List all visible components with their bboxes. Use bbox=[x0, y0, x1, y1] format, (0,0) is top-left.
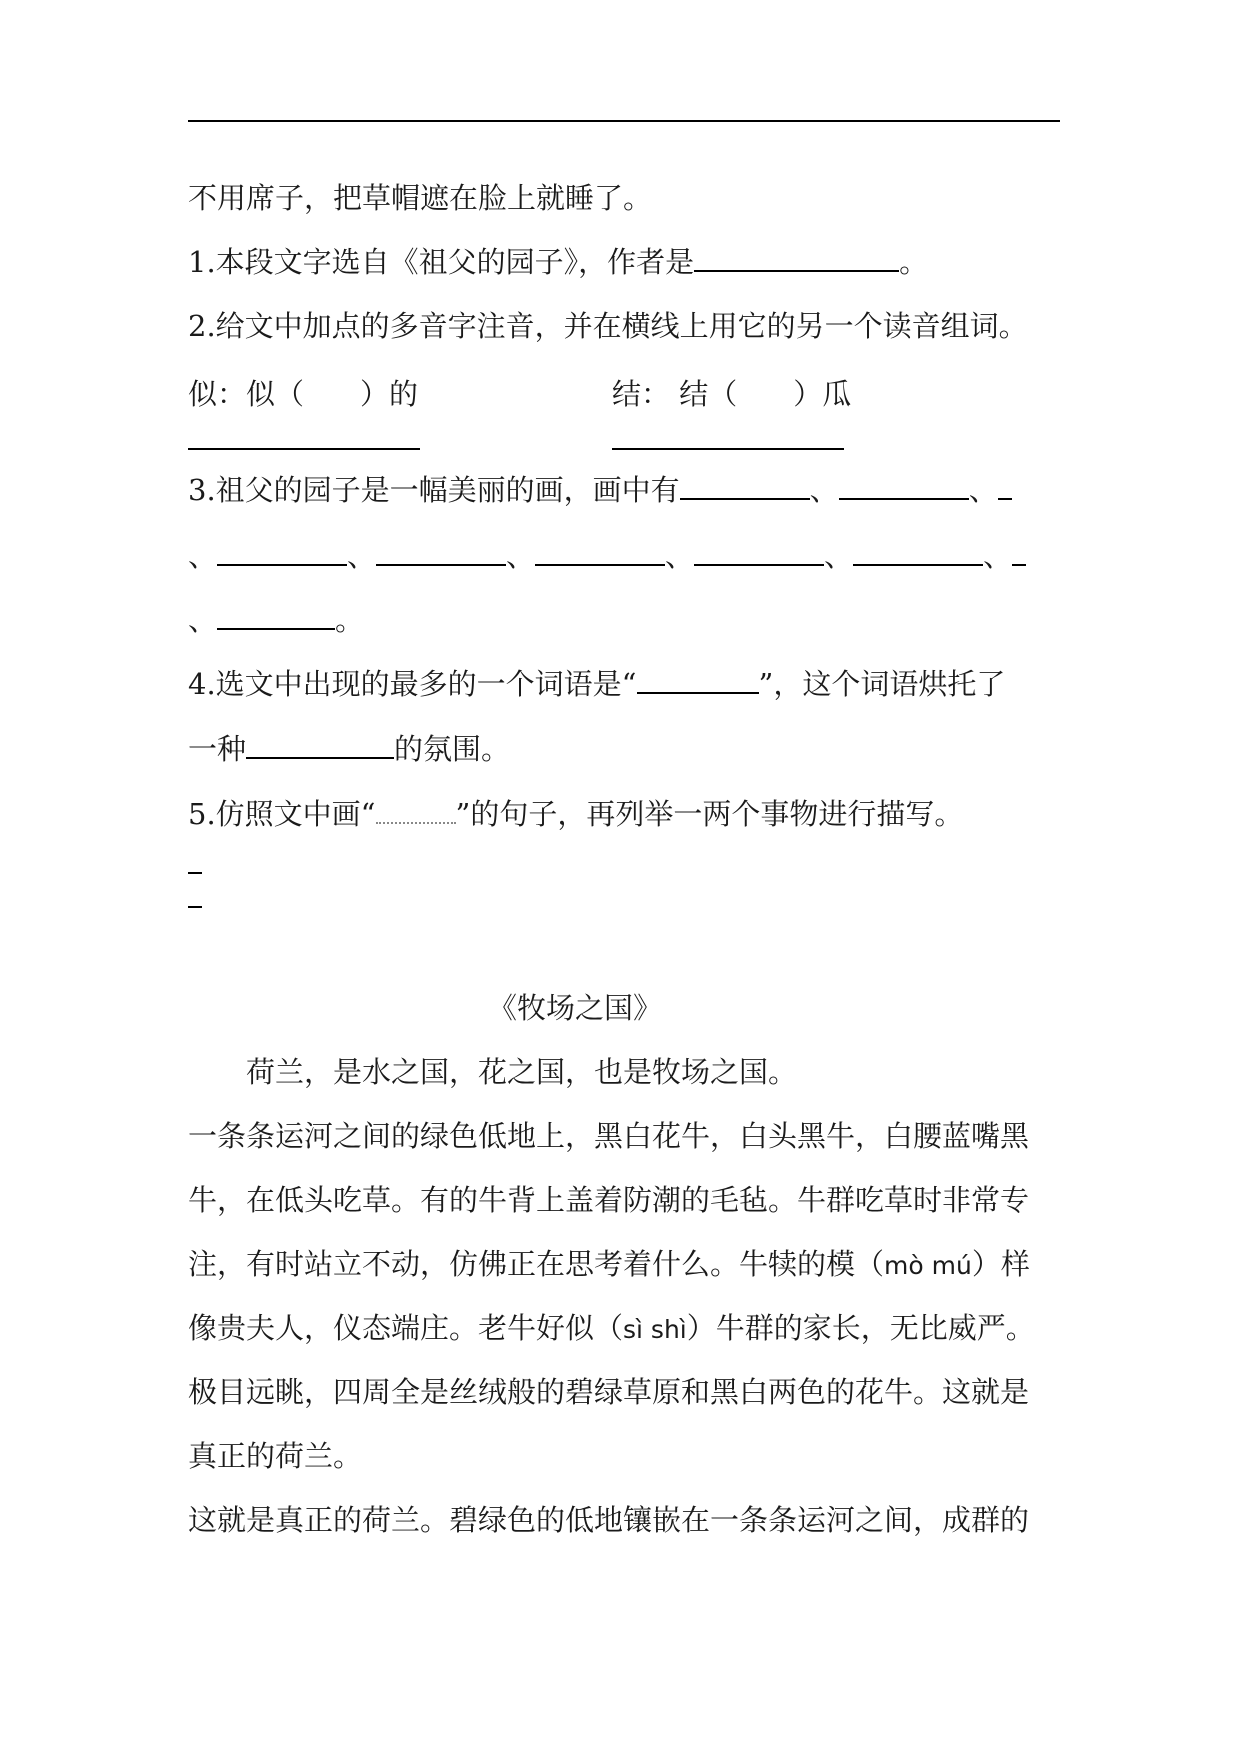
question-3 bbox=[188, 470, 1012, 510]
passage-p1: 荷兰，是水之国，花之国，也是牧场之国。 bbox=[246, 1055, 798, 1089]
q3-blank-stub-2[interactable] bbox=[1012, 538, 1026, 566]
q2-right-word-blank[interactable] bbox=[612, 448, 844, 450]
q4-text: 4.选文中出现的最多的一个词语是“ bbox=[188, 667, 637, 701]
q3-sep: 、 bbox=[809, 473, 839, 507]
q3-sep: 、 bbox=[347, 539, 377, 573]
passage-line-4b: ）牛群的家长，无比威严。 bbox=[686, 1311, 1035, 1345]
q3-blank-4[interactable] bbox=[376, 538, 506, 566]
passage-line-3a: 注，有时站立不动，仿佛正在思考着什么。牛犊的模（ bbox=[188, 1247, 885, 1281]
q5-answer-stub-2[interactable] bbox=[188, 906, 202, 908]
q3-end: 。 bbox=[335, 603, 365, 637]
pinyin-si-shi: sì shì bbox=[623, 1315, 687, 1344]
q3-line-2 bbox=[188, 536, 1026, 576]
q2-right bbox=[612, 374, 851, 414]
passage-title: 《牧场之国》 bbox=[487, 991, 662, 1025]
passage-line-2: 牛，在低头吃草。有的牛背上盖着防潮的毛毡。牛群吃草时非常专 bbox=[188, 1183, 1030, 1217]
q4-atmosphere-blank[interactable] bbox=[246, 731, 394, 759]
q5-answer-stub-1[interactable] bbox=[188, 872, 202, 874]
q4-line-2 bbox=[188, 729, 510, 769]
q3-sep: 、 bbox=[983, 539, 1013, 573]
q3-line-3 bbox=[188, 600, 364, 640]
q3-sep: 、 bbox=[506, 539, 536, 573]
q1-end: 。 bbox=[899, 245, 929, 279]
passage-line-7: 这就是真正的荷兰。碧绿色的低地镶嵌在一条条运河之间，成群的 bbox=[188, 1503, 1030, 1537]
q4-word-blank[interactable] bbox=[637, 666, 759, 694]
q3-blank-1[interactable] bbox=[680, 472, 810, 500]
q3-blank-5[interactable] bbox=[535, 538, 665, 566]
header-rule bbox=[188, 120, 1060, 122]
q3-blank-stub[interactable] bbox=[998, 472, 1012, 500]
q3-sep: 、 bbox=[188, 603, 218, 637]
q4-line2-end: 的氛围。 bbox=[394, 732, 511, 766]
q1-answer-blank[interactable] bbox=[694, 244, 899, 272]
passage-line-4 bbox=[188, 1308, 1035, 1350]
q3-sep: 、 bbox=[968, 473, 998, 507]
passage-line-5: 极目远眺，四周全是丝绒般的碧绿草原和黑白两色的花牛。这就是 bbox=[188, 1375, 1030, 1409]
passage-line-3b: ）样 bbox=[971, 1247, 1030, 1281]
q2-right-label: 结： 结（ bbox=[612, 377, 738, 411]
q3-sep: 、 bbox=[665, 539, 695, 573]
q3-sep: 、 bbox=[824, 539, 854, 573]
q3-blank-8[interactable] bbox=[217, 602, 335, 630]
passage-line-3 bbox=[188, 1244, 1030, 1286]
q2-left bbox=[188, 374, 418, 414]
passage-line-6: 真正的荷兰。 bbox=[188, 1439, 363, 1473]
q2-left-suffix: ）的 bbox=[360, 377, 419, 411]
q5-text-start: 5.仿照文中画“ bbox=[188, 797, 376, 831]
passage-line-1: 一条条运河之间的绿色低地上，黑白花牛，白头黑牛，白腰蓝嘴黑 bbox=[188, 1119, 1030, 1153]
q2-left-word-blank[interactable] bbox=[188, 448, 420, 450]
q5-text-end: ”的句子，再列举一两个事物进行描写。 bbox=[455, 797, 964, 831]
q3-blank-6[interactable] bbox=[694, 538, 824, 566]
question-5 bbox=[188, 794, 963, 834]
q1-text: 1.本段文字选自《祖父的园子》，作者是 bbox=[188, 245, 695, 279]
question-1 bbox=[188, 242, 928, 282]
passage-line-4a: 像贵夫人，仪态端庄。老牛好似（ bbox=[188, 1311, 624, 1345]
question-2: 2.给文中加点的多音字注音，并在横线上用它的另一个读音组词。 bbox=[188, 309, 1028, 343]
q3-blank-2[interactable] bbox=[839, 472, 969, 500]
q5-wavy-mark bbox=[376, 798, 456, 824]
q2-right-suffix: ）瓜 bbox=[793, 377, 852, 411]
q4-mid: ”，这个词语烘托了 bbox=[758, 667, 1006, 701]
q4-line2-start: 一种 bbox=[188, 732, 247, 766]
pinyin-mo-mu: mò mú bbox=[884, 1251, 972, 1280]
q3-blank-7[interactable] bbox=[853, 538, 983, 566]
question-4 bbox=[188, 664, 1005, 704]
q3-text: 3.祖父的园子是一幅美丽的画，画中有 bbox=[188, 473, 680, 507]
q3-sep: 、 bbox=[188, 539, 218, 573]
q3-blank-3[interactable] bbox=[217, 538, 347, 566]
top-text: 不用席子，把草帽遮在脸上就睡了。 bbox=[188, 181, 653, 215]
q2-left-label: 似：似（ bbox=[188, 377, 305, 411]
